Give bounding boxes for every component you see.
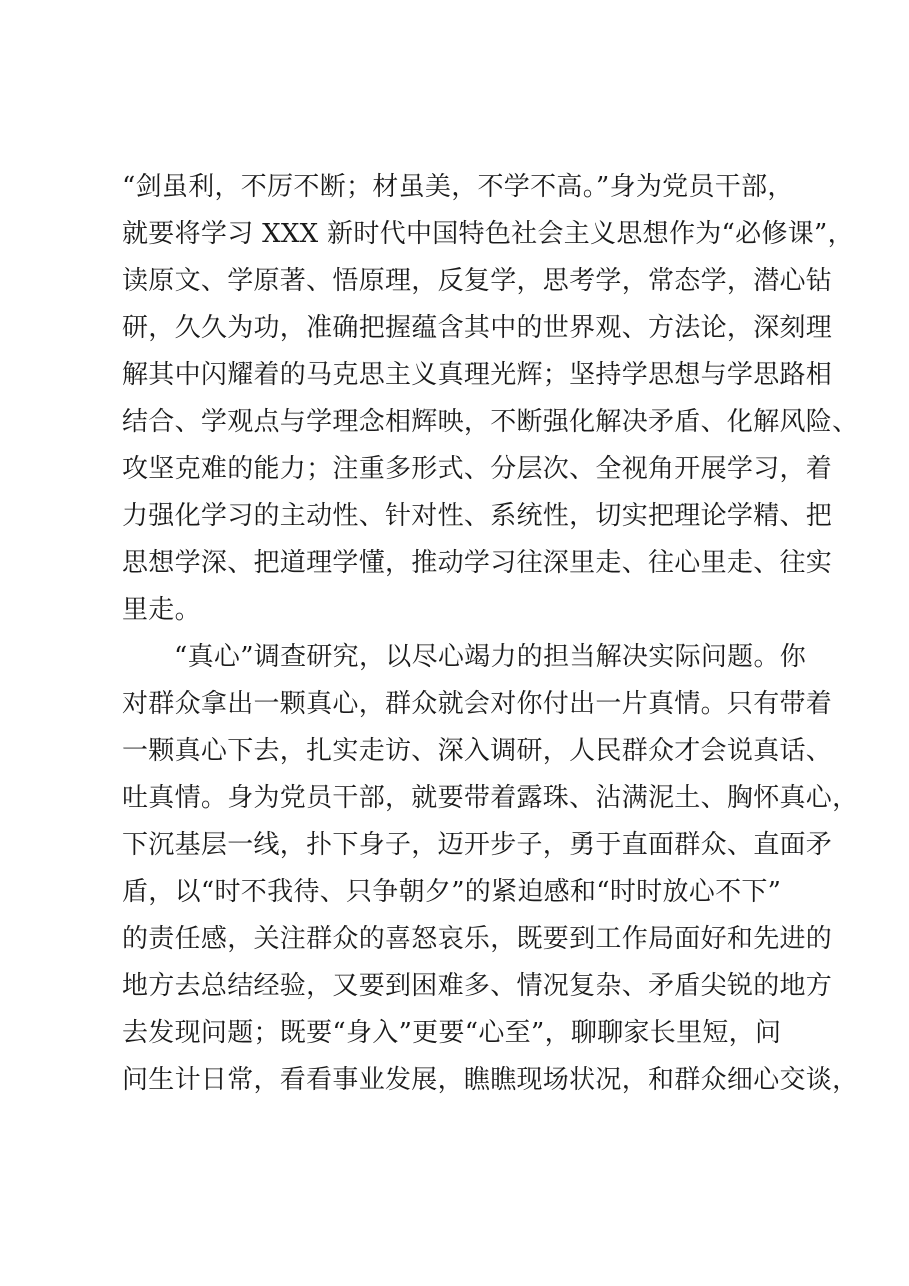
body-text — [122, 164, 859, 1104]
text-line: “剑虽利，不厉不断；材虽美，不学不高。”身为党员干部， — [122, 172, 794, 202]
text-line: 的责任感，关注群众的喜怒哀乐，既要到工作局面好和先进的 — [122, 924, 833, 954]
text-line: 地方去总结经验，又要到困难多、情况复杂、矛盾尖锐的地方 — [122, 971, 833, 1001]
text-line: 思想学深、把道理学懂，推动学习往深里走、往心里走、往实 — [122, 548, 833, 578]
text-line: “真心”调查研究，以尽心竭力的担当解决实际问题。你 — [174, 642, 807, 672]
text-line: 攻坚克难的能力；注重多形式、分层次、全视角开展学习，着 — [122, 454, 833, 484]
paragraph-1 — [122, 164, 859, 634]
text-line: 对群众拿出一颗真心，群众就会对你付出一片真情。只有带着 — [122, 689, 833, 719]
text-line: 读原文、学原著、悟原理，反复学，思考学，常态学，潜心钻 — [122, 266, 833, 296]
text-line: 力强化学习的主动性、针对性、系统性，切实把理论学精、把 — [122, 501, 833, 531]
text-line: 下沉基层一线，扑下身子，迈开步子，勇于直面群众、直面矛 — [122, 830, 833, 860]
text-line: 里走。 — [122, 595, 201, 625]
text-line: 问生计日常，看看事业发展，瞧瞧现场状况，和群众细心交谈， — [122, 1065, 859, 1095]
paragraph-2 — [122, 634, 859, 1104]
text-line: 盾，以“时不我待、只争朝夕”的紧迫感和“时时放心不下” — [122, 877, 782, 907]
text-line: 去发现问题；既要“身入”更要“心至”，聊聊家长里短，问 — [122, 1018, 782, 1048]
text-line: 吐真情。身为党员干部，就要带着露珠、沾满泥土、胸怀真心， — [122, 783, 859, 813]
text-line: 解其中闪耀着的马克思主义真理光辉；坚持学思想与学思路相 — [122, 360, 833, 390]
text-line: 就要将学习 XXX 新时代中国特色社会主义思想作为“必修课”， — [122, 219, 854, 249]
text-line: 研，久久为功，准确把握蕴含其中的世界观、方法论，深刻理 — [122, 313, 833, 343]
text-line: 结合、学观点与学理念相辉映，不断强化解决矛盾、化解风险、 — [122, 407, 859, 437]
text-line: 一颗真心下去，扎实走访、深入调研，人民群众才会说真话、 — [122, 736, 833, 766]
